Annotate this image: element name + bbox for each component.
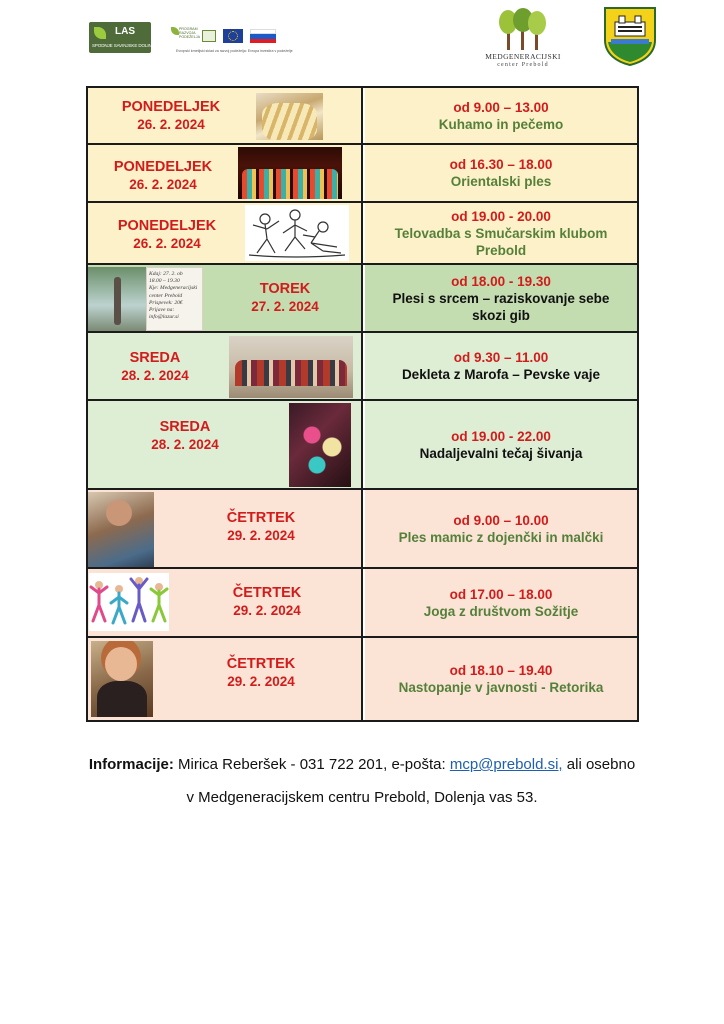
las-logo-subtitle: SPODNJE SAVINJSKE DOLINE (92, 43, 155, 48)
activity-cell (365, 265, 637, 331)
activity-cell (365, 203, 637, 263)
activity-time: od 17.00 – 18.00 (449, 586, 553, 602)
activity-cell (365, 333, 637, 399)
sewing-thread-photo (289, 403, 351, 487)
day-name: ČETRTEK (232, 585, 302, 601)
info-tail: ali osebno (562, 756, 636, 773)
day-cell (88, 265, 363, 331)
day-name: PONEDELJEK (121, 99, 221, 115)
eu-flag-icon (223, 29, 243, 43)
day-date: 28. 2. 2024 (121, 368, 189, 383)
exercise-sketch (245, 205, 349, 261)
program-emblem-text: PROGRAM RAZVOJA PODEŽELJA (179, 27, 200, 40)
activity-title: Kuhamo in pečemo (438, 116, 564, 132)
day-cell (88, 145, 363, 201)
leaf-icon (94, 27, 106, 39)
slovenia-flag-icon (250, 29, 276, 43)
day-name: SREDA (129, 350, 181, 366)
activity-title: Telovadba s Smučarskim klubom Prebold (394, 225, 608, 258)
day-cell (88, 333, 363, 399)
schedule-row (88, 490, 637, 569)
note-line: Prispevek: 20€ (149, 299, 183, 306)
activity-time: od 9.00 – 13.00 (453, 99, 549, 115)
activity-title: Dekleta z Marofa – Pevske vaje (401, 367, 601, 382)
activity-time: od 19.00 - 22.00 (451, 428, 551, 444)
activity-time: od 16.30 – 18.00 (449, 157, 553, 172)
schedule-row (88, 638, 637, 720)
cooking-photo (256, 93, 323, 140)
funding-caption: Evropski kmetijski sklad za razvoj podeželja: Evropa investira v podeželje (176, 49, 293, 53)
day-date: 29. 2. 2024 (233, 603, 301, 618)
activity-cell (365, 490, 637, 567)
oriental-dance-photo (238, 147, 342, 199)
mcp-logo-subtitle: center Prebold (497, 62, 549, 68)
river-photo (88, 267, 146, 331)
activity-title: Nastopanje v javnosti - Retorika (398, 680, 604, 695)
address-line: v Medgeneracijskem centru Prebold, Dolenja vas 53. (186, 789, 538, 806)
schedule-row (88, 203, 637, 265)
schedule-row (88, 569, 637, 638)
activity-cell (365, 638, 637, 720)
day-name: ČETRTEK (226, 510, 296, 526)
note-line: info@lazur.si (149, 314, 179, 321)
day-cell (88, 569, 363, 636)
leaf-icon (171, 27, 179, 35)
day-name: ČETRTEK (226, 656, 296, 672)
activity-title: Ples mamic z dojenčki in malčki (398, 529, 604, 545)
day-cell (88, 203, 363, 263)
yoga-figures (89, 573, 169, 631)
note-line: Kje: Medgeneracijski (149, 285, 198, 292)
choir-photo (229, 336, 353, 398)
schedule-row (88, 88, 637, 145)
schedule-row (88, 265, 637, 333)
schedule-table (86, 86, 639, 722)
day-cell (88, 401, 363, 488)
trees-icon (498, 8, 548, 52)
portrait-photo (91, 641, 153, 717)
day-date: 29. 2. 2024 (227, 674, 295, 689)
las-logo (89, 22, 155, 53)
day-date: 27. 2. 2024 (251, 299, 319, 314)
day-date: 29. 2. 2024 (227, 528, 295, 543)
schedule-row (88, 401, 637, 490)
event-note-image (146, 267, 203, 331)
activity-title: Orientalski ples (450, 174, 552, 189)
contact-info (0, 756, 724, 773)
day-date: 26. 2. 2024 (129, 177, 197, 192)
email-link[interactable]: mcp@prebold.si, (449, 756, 563, 773)
day-name: SREDA (159, 419, 211, 435)
agriculture-emblem-icon (202, 30, 216, 42)
funding-logos (170, 26, 293, 56)
note-line: Prijave na: (149, 307, 175, 314)
activity-time: od 9.30 – 11.00 (453, 350, 549, 365)
note-line: center Prebold (149, 292, 183, 299)
day-date: 26. 2. 2024 (137, 117, 205, 132)
prebold-crest-icon (603, 6, 657, 66)
activity-cell (365, 145, 637, 201)
activity-time: od 18.10 – 19.40 (449, 663, 553, 678)
day-date: 26. 2. 2024 (133, 236, 201, 251)
rural-development-program-logo (170, 26, 200, 48)
mcp-logo-name: MEDGENERACIJSKI (485, 52, 561, 61)
las-logo-title: LAS (115, 26, 135, 37)
day-cell (88, 490, 363, 567)
day-cell (88, 88, 363, 143)
activity-title: Joga z društvom Sožitje (423, 603, 579, 619)
activity-time: od 9.00 – 10.00 (453, 512, 549, 528)
day-cell (88, 638, 363, 720)
schedule-row (88, 145, 637, 203)
activity-cell (365, 88, 637, 143)
info-label: Informacije: (88, 756, 174, 773)
activity-title: Plesi s srcem – raziskovanje sebe skozi gib (392, 290, 610, 323)
activity-time: od 18.00 - 19.30 (451, 273, 551, 289)
note-line: Kdaj: 27. 2. ob (149, 271, 183, 277)
mother-baby-photo (88, 492, 154, 567)
day-name: PONEDELJEK (117, 218, 217, 234)
schedule-row (88, 333, 637, 401)
day-date: 28. 2. 2024 (151, 437, 219, 452)
mcp-logo (484, 8, 562, 72)
day-name: TOREK (259, 281, 311, 297)
activity-title: Nadaljevalni tečaj šivanja (419, 445, 583, 461)
note-line: 18.00 – 19.30 (149, 278, 180, 285)
info-text: Mirica Reberšek - 031 722 201, e-pošta: (173, 756, 450, 773)
activity-cell (365, 569, 637, 636)
activity-cell (365, 401, 637, 488)
activity-time: od 19.00 - 20.00 (451, 208, 551, 224)
day-name: PONEDELJEK (113, 159, 213, 175)
